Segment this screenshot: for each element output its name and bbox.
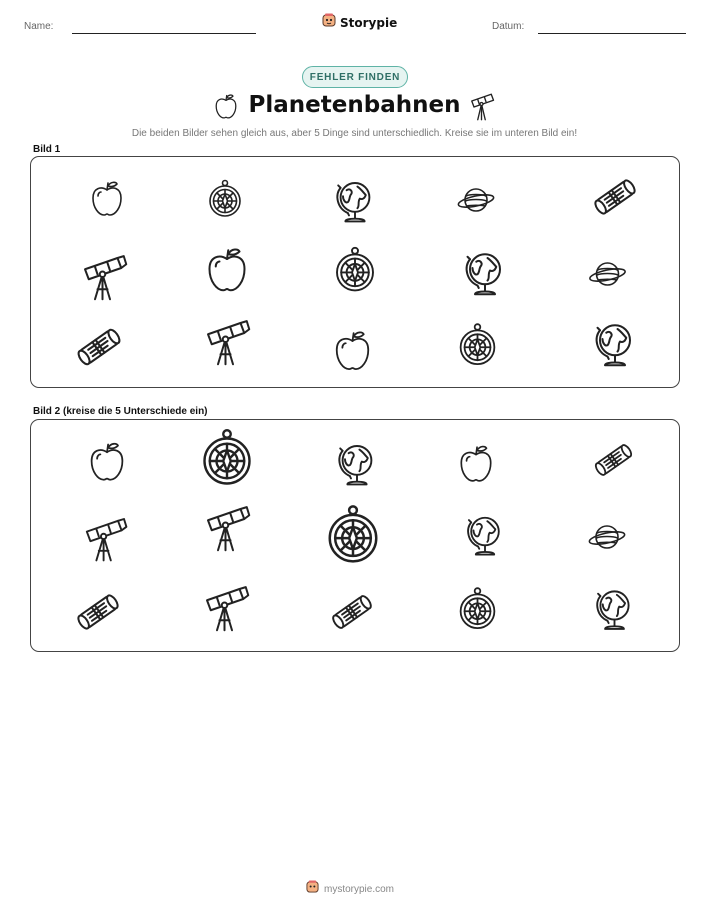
telescope-icon <box>80 516 132 564</box>
telescope-icon <box>468 92 498 127</box>
telescope-icon <box>202 504 254 554</box>
globe-icon <box>331 176 379 226</box>
apple-icon <box>330 326 375 374</box>
globe-icon <box>591 583 638 635</box>
planet-icon <box>582 517 632 557</box>
scroll-icon <box>590 172 640 222</box>
category-badge: FEHLER FINDEN <box>302 66 408 88</box>
name-label: Name: <box>24 21 54 32</box>
globe-icon <box>460 248 510 298</box>
footer-url: mystorypie.com <box>324 883 395 895</box>
compass-icon <box>331 246 379 294</box>
section-1-label: Bild 1 <box>33 144 61 155</box>
planet-icon <box>450 180 502 220</box>
title-row <box>0 92 709 124</box>
compass-icon <box>455 321 500 369</box>
scroll-icon <box>591 435 636 485</box>
scroll-icon <box>73 321 125 373</box>
globe-icon <box>590 318 640 370</box>
brand-logo <box>322 13 397 32</box>
section-2-label: Bild 2 (kreise die 5 Unterschiede ein) <box>33 406 208 417</box>
compass-icon <box>197 427 257 489</box>
globe-icon <box>333 438 381 490</box>
compass-icon <box>205 174 245 224</box>
compass-icon <box>455 585 500 633</box>
apple-icon <box>85 437 129 485</box>
scroll-icon <box>73 587 123 637</box>
telescope-icon <box>202 584 252 634</box>
date-line <box>538 33 686 34</box>
apple-icon <box>87 173 127 223</box>
telescope-icon <box>80 252 130 304</box>
compass-icon <box>322 500 384 570</box>
name-line <box>72 33 256 34</box>
apple-icon <box>455 441 497 485</box>
telescope-icon <box>203 317 253 369</box>
storypie-mascot-icon <box>306 880 319 898</box>
page-title: Planetenbahnen <box>248 92 461 118</box>
globe-icon <box>462 510 508 560</box>
planet-icon <box>580 254 635 294</box>
date-label: Datum: <box>492 21 525 32</box>
footer <box>306 880 394 898</box>
scroll-icon <box>328 588 376 636</box>
instructions: Die beiden Bilder sehen gleich aus, aber 5 Dinge sind unterschiedlich. Kreise sie im unteren Bild ein! <box>131 128 578 139</box>
apple-icon <box>202 244 252 294</box>
storypie-mascot-icon <box>322 13 336 32</box>
brand-name: Storypie <box>340 15 398 30</box>
